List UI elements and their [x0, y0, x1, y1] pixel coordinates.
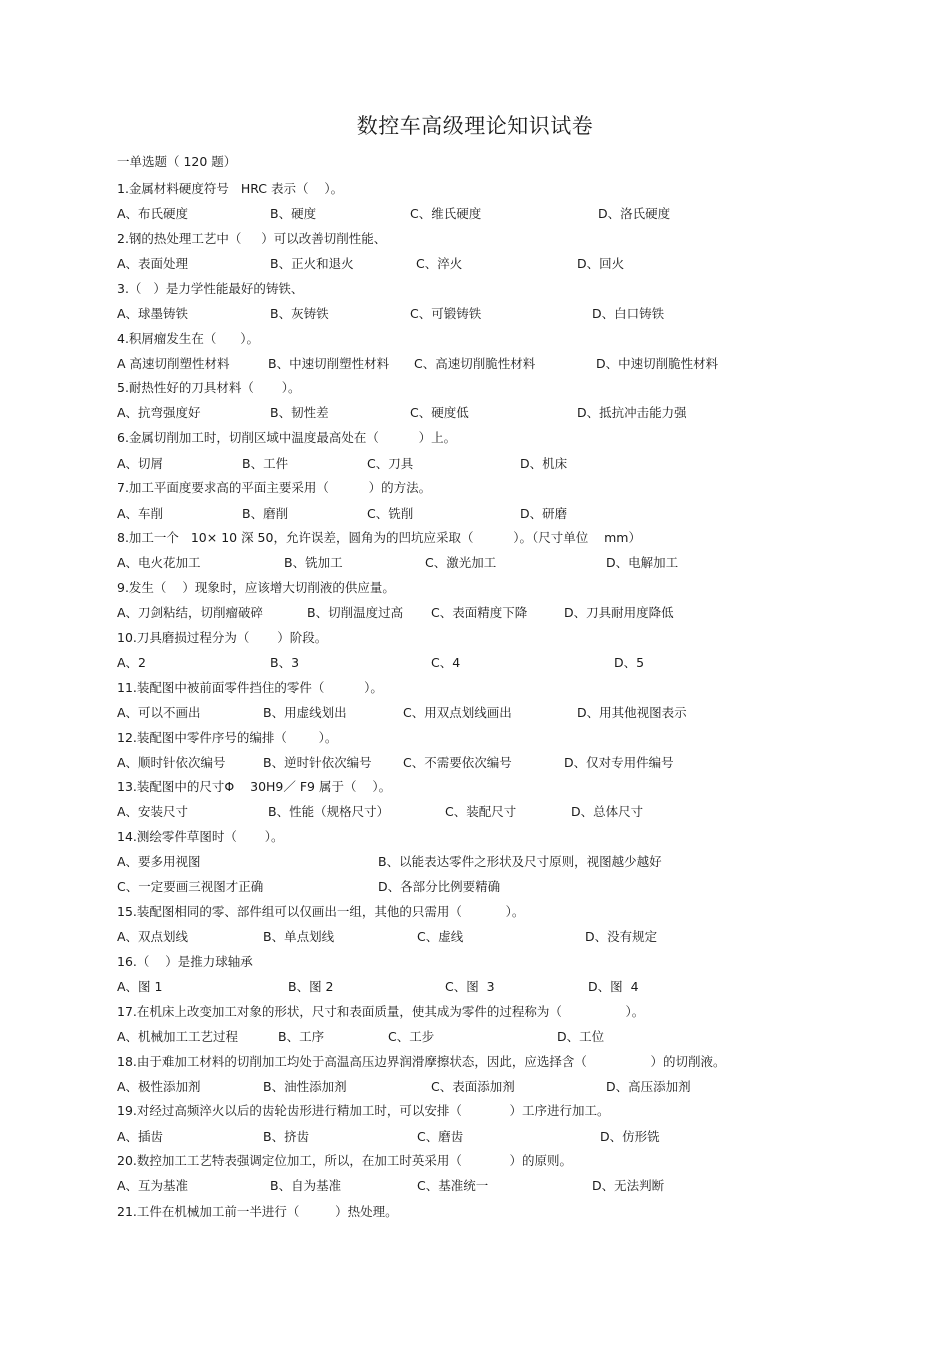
answer-option: A、插齿: [117, 1129, 164, 1144]
question-line: [0, 679, 950, 697]
answer-option: A、2: [117, 655, 147, 670]
question-text: 16.（ ）是推力球轴承: [117, 954, 253, 969]
answer-option: A、机械加工工艺过程: [117, 1029, 239, 1044]
answer-option: D、总体尺寸: [571, 804, 644, 819]
question-text: 17.在机床上改变加工对象的形状，尺寸和表面质量，使其成为零件的过程称为（ ）。: [117, 1004, 645, 1019]
answer-option: C、高速切削脆性材料: [414, 356, 536, 371]
question-text: 6.金属切削加工时，切削区域中温度最高处在（ ）上。: [117, 430, 457, 445]
answer-option: A 高速切削塑性材料: [117, 356, 230, 371]
answer-option: B、硬度: [270, 206, 317, 221]
question-line: [0, 1203, 950, 1221]
answer-option: C、表面添加剂: [431, 1079, 515, 1094]
question-text: 2.钢的热处理工艺中（ ）可以改善切削性能、: [117, 231, 387, 246]
question-line: [0, 778, 950, 796]
answer-option: C、一定要画三视图才正确: [117, 879, 264, 894]
options-line: [0, 754, 950, 772]
question-text: 20.数控加工工艺特表强调定位加工，所以，在加工时英采用（ ）的原则。: [117, 1153, 573, 1168]
question-text: 8.加工一个 10× 10 深 50，允许误差，圆角为的凹坑应采取（ ）。（尺寸单位 mm）: [117, 530, 641, 545]
answer-option: A、要多用视图: [117, 854, 201, 869]
answer-option: C、虚线: [417, 929, 464, 944]
answer-option: D、机床: [520, 456, 568, 471]
question-line: [0, 629, 950, 647]
question-line: [0, 1053, 950, 1071]
answer-option: C、磨齿: [417, 1129, 464, 1144]
question-text: 10.刀具磨损过程分为（ ）阶段。: [117, 630, 328, 645]
answer-option: C、激光加工: [425, 555, 497, 570]
question-text: 7.加工平面度要求高的平面主要采用（ ）的方法。: [117, 480, 432, 495]
options-line: [0, 803, 950, 821]
answer-option: D、中速切削脆性材料: [596, 356, 719, 371]
answer-option: A、布氏硬度: [117, 206, 189, 221]
answer-option: C、维氏硬度: [410, 206, 482, 221]
options-line: [0, 505, 950, 523]
answer-option: A、顺时针依次编号: [117, 755, 226, 770]
options-line: [0, 928, 950, 946]
answer-option: D、用其他视图表示: [577, 705, 687, 720]
answer-option: B、灰铸铁: [270, 306, 329, 321]
question-text: 15.装配图相同的零、部件组可以仅画出一组，其他的只需用（ ）。: [117, 904, 525, 919]
answer-option: C、4: [431, 655, 461, 670]
options-line: [0, 355, 950, 373]
answer-option: C、铣削: [367, 506, 414, 521]
answer-option: B、工序: [278, 1029, 325, 1044]
answer-option: C、可锻铸铁: [410, 306, 482, 321]
answer-option: D、刀具耐用度降低: [564, 605, 674, 620]
answer-option: B、工件: [242, 456, 289, 471]
answer-option: C、刀具: [367, 456, 414, 471]
question-line: [0, 330, 950, 348]
options-line: [0, 305, 950, 323]
question-line: [0, 529, 950, 547]
answer-option: B、磨削: [242, 506, 289, 521]
answer-option: D、工位: [557, 1029, 605, 1044]
answer-option: A、球墨铸铁: [117, 306, 189, 321]
answer-option: B、以能表达零件之形状及尺寸原则，视图越少越好: [378, 854, 662, 869]
answer-option: A、互为基准: [117, 1178, 189, 1193]
answer-option: B、3: [270, 655, 300, 670]
answer-option: A、安装尺寸: [117, 804, 189, 819]
answer-option: C、基准统一: [417, 1178, 489, 1193]
answer-option: B、切削温度过高: [307, 605, 404, 620]
question-line: [0, 579, 950, 597]
options-line: [0, 704, 950, 722]
answer-option: C、表面精度下降: [431, 605, 528, 620]
answer-option: D、5: [614, 655, 645, 670]
answer-option: B、正火和退火: [270, 256, 354, 271]
question-line: [0, 479, 950, 497]
options-line: [0, 654, 950, 672]
answer-option: D、无法判断: [592, 1178, 665, 1193]
answer-option: C、用双点划线画出: [403, 705, 512, 720]
question-text: 3.（ ）是力学性能最好的铸铁、: [117, 281, 304, 296]
question-text: 5.耐热性好的刀具材料（ ）。: [117, 380, 301, 395]
options-line: [0, 604, 950, 622]
answer-option: D、高压添加剂: [606, 1079, 691, 1094]
question-line: [0, 729, 950, 747]
exam-title: 数控车高级理论知识试卷: [356, 114, 594, 138]
question-line: [0, 180, 950, 198]
answer-option: C、图 3: [445, 979, 495, 994]
answer-option: D、研磨: [520, 506, 568, 521]
answer-option: A、极性添加剂: [117, 1079, 201, 1094]
answer-option: A、双点划线: [117, 929, 189, 944]
answer-option: C、硬度低: [410, 405, 469, 420]
question-text: 14.测绘零件草图时（ ）。: [117, 829, 284, 844]
options-line: [0, 1028, 950, 1046]
question-text: 13.装配图中的尺寸Φ 30H9／ F9 属于（ ）。: [117, 779, 392, 794]
section-heading: 一单选题（ 120 题）: [117, 154, 237, 169]
options-line: [0, 205, 950, 223]
options-line: [0, 554, 950, 572]
answer-option: D、图 4: [588, 979, 639, 994]
question-line: [0, 1152, 950, 1170]
answer-option: A、表面处理: [117, 256, 189, 271]
options-line: [0, 853, 950, 871]
answer-option: B、逆时针依次编号: [263, 755, 372, 770]
answer-option: D、抵抗冲击能力强: [577, 405, 687, 420]
options-line: [0, 1078, 950, 1096]
question-text: 21.工件在机械加工前一半进行（ ）热处理。: [117, 1204, 398, 1219]
answer-option: C、不需要依次编号: [403, 755, 512, 770]
question-text: 11.装配图中被前面零件挡住的零件（ ）。: [117, 680, 383, 695]
question-text: 19.对经过高频淬火以后的齿轮齿形进行精加工时，可以安排（ ）工序进行加工。: [117, 1103, 610, 1118]
answer-option: B、韧性差: [270, 405, 329, 420]
answer-option: D、洛氏硬度: [598, 206, 671, 221]
question-line: [0, 379, 950, 397]
answer-option: A、可以不画出: [117, 705, 201, 720]
answer-option: B、单点划线: [263, 929, 335, 944]
answer-option: B、铣加工: [284, 555, 343, 570]
question-line: [0, 953, 950, 971]
question-line: [0, 1003, 950, 1021]
answer-option: A、图 1: [117, 979, 163, 994]
question-line: [0, 903, 950, 921]
answer-option: D、回火: [577, 256, 625, 271]
answer-option: D、仿形铣: [600, 1129, 660, 1144]
answer-option: A、车削: [117, 506, 164, 521]
answer-option: A、切屑: [117, 456, 164, 471]
answer-option: A、电火花加工: [117, 555, 201, 570]
question-text: 18.由于难加工材料的切削加工均处于高温高压边界润滑摩擦状态，因此，应选择含（ ）的切削液。: [117, 1054, 726, 1069]
options-line: [0, 1128, 950, 1146]
question-text: 12.装配图中零件序号的编排（ ）。: [117, 730, 338, 745]
options-line: [0, 1177, 950, 1195]
question-text: 9.发生（ ）现象时，应该增大切削液的供应量。: [117, 580, 395, 595]
answer-option: B、挤齿: [263, 1129, 310, 1144]
answer-option: C、工步: [388, 1029, 435, 1044]
question-text: 4.积屑瘤发生在（ ）。: [117, 331, 260, 346]
answer-option: D、白口铸铁: [592, 306, 665, 321]
answer-option: D、各部分比例要精确: [378, 879, 501, 894]
options-line: [0, 978, 950, 996]
answer-option: D、电解加工: [606, 555, 679, 570]
answer-option: D、没有规定: [585, 929, 658, 944]
answer-option: C、淬火: [416, 256, 463, 271]
question-line: [0, 230, 950, 248]
question-line: [0, 280, 950, 298]
question-line: [0, 1102, 950, 1120]
answer-option: D、仅对专用件编号: [564, 755, 674, 770]
options-line: [0, 404, 950, 422]
options-line: [0, 878, 950, 896]
answer-option: B、图 2: [288, 979, 334, 994]
answer-option: B、中速切削塑性材料: [268, 356, 390, 371]
options-line: [0, 455, 950, 473]
answer-option: B、油性添加剂: [263, 1079, 347, 1094]
answer-option: A、抗弯强度好: [117, 405, 201, 420]
answer-option: B、用虚线划出: [263, 705, 347, 720]
options-line: [0, 255, 950, 273]
answer-option: B、性能（规格尺寸）: [268, 804, 390, 819]
answer-option: B、自为基准: [270, 1178, 342, 1193]
question-line: [0, 429, 950, 447]
question-line: [0, 828, 950, 846]
answer-option: C、装配尺寸: [445, 804, 517, 819]
answer-option: A、刀剑粘结，切削瘤破碎: [117, 605, 264, 620]
question-text: 1.金属材料硬度符号 HRC 表示（ ）。: [117, 181, 344, 196]
